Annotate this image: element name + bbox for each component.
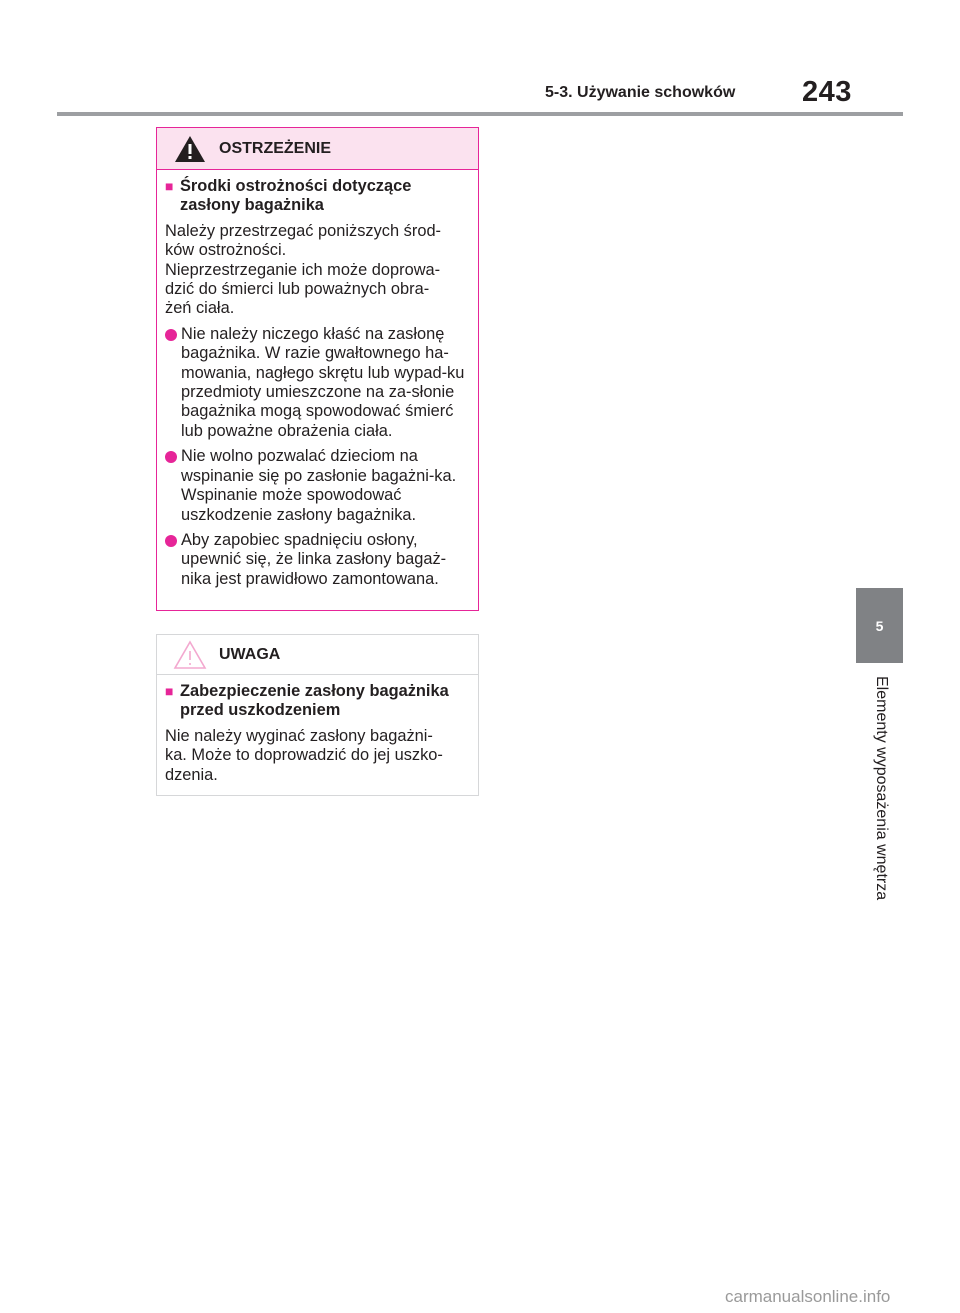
chapter-label: Elementy wyposażenia wnętrza	[873, 676, 890, 901]
warning-line: żeń ciała.	[165, 299, 235, 318]
section-title: 5-3. Używanie schowków	[545, 84, 736, 101]
warning-bullet	[165, 325, 470, 441]
header-rule	[57, 112, 903, 116]
square-bullet-icon: ■	[165, 683, 174, 699]
warning-bullet-text: Aby zapobiec spadnięciu osłony, upewnić się, że linka zasłony bagaż-nika jest prawidłowo zamontowana.	[181, 530, 447, 588]
watermark: carmanualsonline.info	[725, 1287, 891, 1306]
caution-subheading	[165, 682, 470, 721]
caution-line: ka. Może to doprowadzić do jej uszko-	[165, 746, 443, 765]
warning-line: Nieprzestrzeganie ich może doprowa-	[165, 260, 441, 279]
circle-bullet-icon	[165, 535, 177, 547]
caution-subheading-text: Zabezpieczenie zasłony bagażnika przed uszkodzeniem	[180, 682, 449, 720]
warning-subheading-text: Środki ostrożności dotyczące zasłony bagażnika	[180, 177, 412, 215]
warning-bullet	[165, 447, 470, 525]
caution-body	[157, 675, 478, 785]
page-number: 243	[802, 76, 852, 108]
warning-triangle-icon	[173, 134, 207, 164]
warning-body	[157, 170, 478, 589]
warning-bullet-text: Nie należy niczego kłaść na zasłonę bagażnika. W razie gwałtownego ha-mowania, nagłego skrętu lub wypad-ku przedmioty umieszczone na za-słonie bagażnika mogą spowodować śmierć lub poważne obrażenia ciała.	[181, 324, 465, 440]
warning-subheading	[165, 177, 470, 216]
warning-line: dzić do śmierci lub poważnych obra-	[165, 280, 430, 299]
chapter-tab[interactable]	[856, 588, 903, 663]
warning-title: OSTRZEŻENIE	[219, 139, 332, 157]
caution-line: Nie należy wyginać zasłony bagażni-	[165, 726, 433, 745]
warning-bullet-text: Nie wolno pozwalać dzieciom na wspinanie się po zasłonie bagażni-ka. Wspinanie może spowodować uszkodzenie zasłony bagażnika.	[181, 447, 457, 524]
caution-triangle-icon	[173, 640, 207, 670]
warning-paragraph	[165, 222, 470, 319]
warning-line: Należy przestrzegać poniższych środ-	[165, 221, 442, 240]
caution-box	[156, 634, 479, 796]
circle-bullet-icon	[165, 451, 177, 463]
caution-header	[157, 635, 478, 675]
square-bullet-icon: ■	[165, 178, 174, 194]
warning-box	[156, 127, 479, 611]
warning-header	[157, 128, 478, 170]
warning-bullet	[165, 531, 470, 589]
caution-line: dzenia.	[165, 765, 218, 784]
warning-line: ków ostrożności.	[165, 241, 287, 260]
chapter-number: 5	[875, 617, 884, 634]
caution-title: UWAGA	[219, 645, 281, 663]
circle-bullet-icon	[165, 329, 177, 341]
caution-paragraph	[165, 727, 470, 785]
